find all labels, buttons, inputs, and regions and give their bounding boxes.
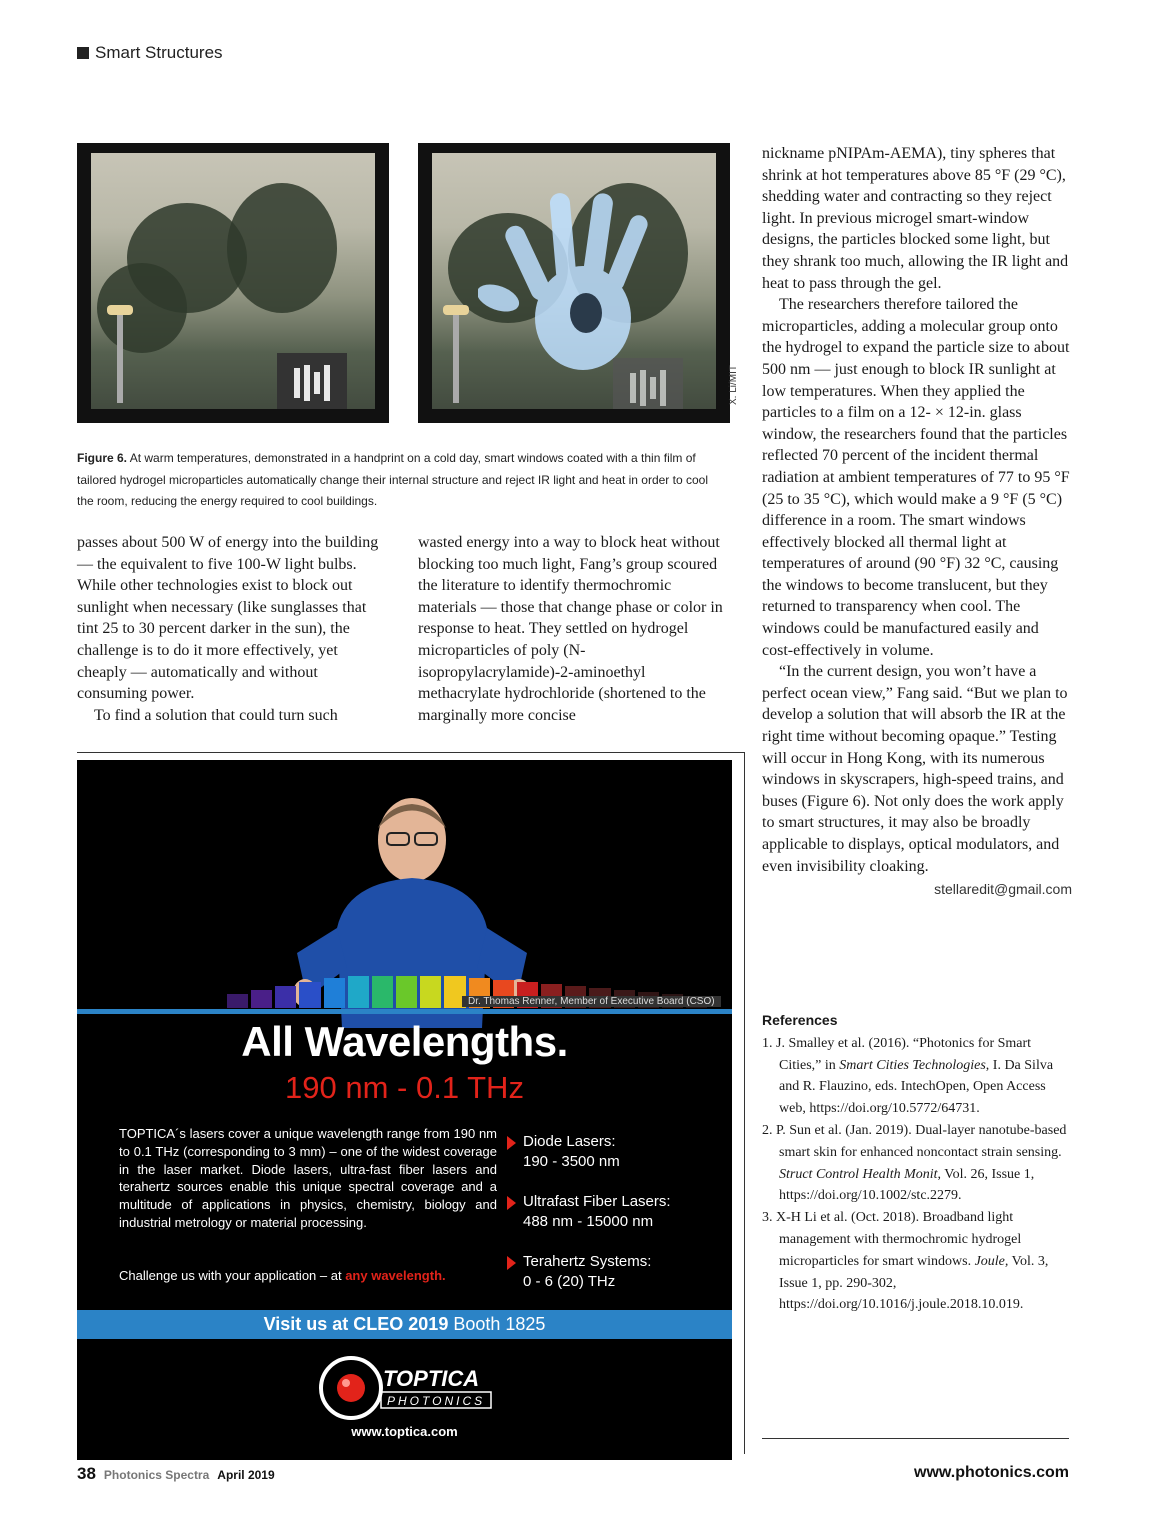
ad-challenge: Challenge us with your application – at any wavelength. <box>119 1268 446 1283</box>
paragraph: wasted energy into a way to block heat without blocking too much light, Fang’s group scoured the literature to identify thermochromic materials — those that change phase or color in response to heat. They settled on hydrogel microparticles of poly (N-isopropylacrylamide)-2-aminoethyl methacrylate hydrochloride (shortened to the marginally more concise <box>418 534 723 724</box>
ad-headline: All Wavelengths. <box>241 1018 568 1065</box>
figure-6-image <box>77 143 730 423</box>
visit-banner: Visit us at CLEO 2019 Booth 1825 <box>77 1310 732 1339</box>
svg-text:TOPTICA: TOPTICA <box>383 1366 480 1391</box>
footer-left <box>77 1464 275 1484</box>
caption-label: Figure 6. <box>77 451 128 465</box>
article-column-2 <box>418 532 730 726</box>
paragraph: The researchers therefore tailored the microparticles, adding a molecular group onto the hydrogel to expand the particle size to about 500 nm — just enough to block IR sunlight at low temperatures. When they applied the particles to a film on a 12- × 12-in. glass window, the researchers found that the particles reflected 70 percent of the incident thermal radiation at ambient temperatures of 77 to 95 °F (25 to 35 °C), which would make a 9 °F (5 °C) difference in a room. The smart windows effectively blocked all thermal light at temperatures of around (90 °F) 32 °C, causing the windows to become translucent, but they returned to transparency when cool. The windows could be manufactured easily and cost-effectively in volume. <box>762 296 1070 659</box>
section-title: Smart Structures <box>95 43 223 62</box>
reference-item: 2. P. Sun et al. (Jan. 2019). Dual-layer nanotube-based smart skin for enhanced noncontact strain sensing. Struct Control Health Monit, Vol. 26, Issue 1, https://doi.org/10.1002/stc.2279. <box>762 1122 1067 1204</box>
product-diode: Diode Lasers: 190 - 3500 nm <box>523 1132 620 1172</box>
references-heading: References <box>762 1012 838 1028</box>
website-link[interactable]: www.photonics.com <box>914 1464 1069 1481</box>
triangle-bullet-icon <box>507 1256 516 1270</box>
reference-item: 1. J. Smalley et al. (2016). “Photonics for Smart Cities,” in Smart Cities Technologies, I. Da Silva and R. Flauzino, eds. IntechOpen, Open Access web, https://doi.org/10.5772/64731. <box>762 1035 1054 1117</box>
article-column-3 <box>762 143 1072 901</box>
photo-credit: X. Li/MIT <box>728 364 739 405</box>
triangle-bullet-icon <box>507 1136 516 1150</box>
product-terahertz: Terahertz Systems: 0 - 6 (20) THz <box>523 1252 651 1292</box>
section-header <box>77 43 223 63</box>
toptica-advertisement[interactable] <box>77 760 732 1460</box>
product-ultrafast: Ultrafast Fiber Lasers: 488 nm - 15000 nm <box>523 1192 671 1232</box>
article-column-1 <box>77 532 387 726</box>
accent-line <box>77 1009 732 1014</box>
svg-text:PHOTONICS: PHOTONICS <box>387 1394 486 1408</box>
references <box>762 1010 1072 1316</box>
paragraph: “In the current design, you won’t have a perfect ocean view,” Fang said. “But we plan to develop a solution that will absorb the IR at the right time without becoming opaque.” Testing will occur in Hong Kong, with its numerous windows in skyscrapers, high-speed trains, and buses (Figure 6). Not only does the work apply to smart structures, it may also be broadly applicable to displays, optical modulators, and even invisibility cloaking. <box>762 663 1068 875</box>
paragraph: nickname pNIPAm-AEMA), tiny spheres that shrink at hot temperatures above 85 °F (29 °C), shedding water and contracting so they reject light. In previous microgel smart-window designs, the particles blocked some light, but they shrank too much, allowing the IR light and heat to pass through the gel. <box>762 145 1069 292</box>
caption-text: At warm temperatures, demonstrated in a handprint on a cold day, smart windows coated with a thin film of tailored hydrogel microparticles automatically change their internal structure and reject IR light and heat in order to cool the room, reducing the energy required to cool buildings. <box>77 451 708 508</box>
square-bullet-icon <box>77 47 89 59</box>
publication-name: Photonics Spectra <box>103 1468 210 1482</box>
ad-range: 190 nm - 0.1 THz <box>285 1070 524 1105</box>
person-caption: Dr. Thomas Renner, Member of Executive Board (CSO) <box>462 996 721 1007</box>
divider <box>744 752 745 1454</box>
figure-caption <box>77 448 717 513</box>
window-photo-warm <box>77 143 389 423</box>
toptica-logo <box>315 1352 495 1424</box>
issue-date: April 2019 <box>217 1468 275 1482</box>
ad-url-link[interactable]: www.toptica.com <box>351 1424 458 1439</box>
divider <box>77 752 745 753</box>
triangle-bullet-icon <box>507 1196 516 1210</box>
divider <box>762 1438 1069 1439</box>
paragraph: To find a solution that could turn such <box>94 706 338 724</box>
reference-item: 3. X-H Li et al. (Oct. 2018). Broadband light management with thermochromic hydrogel microparticles for smart windows. Joule, Vol. 3, Issue 1, pp. 290-302, https://doi.org/10.1016/j.joule.2018.10.019. <box>762 1210 1049 1313</box>
paragraph: passes about 500 W of energy into the building — the equivalent to five 100-W light bulbs. While other technologies exist to block out sunlight when necessary (like sunglasses that tint 25 to 30 percent darker in the sun), the challenge is to do it more effectively, yet cheaply — automatically and without consuming power. <box>77 534 379 703</box>
page-number: 38 <box>77 1464 96 1483</box>
author-email: stellaredit@gmail.com <box>934 881 1072 898</box>
window-photo-handprint <box>418 143 730 423</box>
ad-body: TOPTICA´s lasers cover a unique wavelength range from 190 nm to 0.1 THz (corresponding to 3 mm) – one of the widest coverage in the laser market. Diode lasers, ultra-fast fiber lasers and terahertz sources enable this unique spectral coverage and a multitude of applications in physics, chemistry, biology and industrial metrology or material processing. <box>119 1126 497 1230</box>
